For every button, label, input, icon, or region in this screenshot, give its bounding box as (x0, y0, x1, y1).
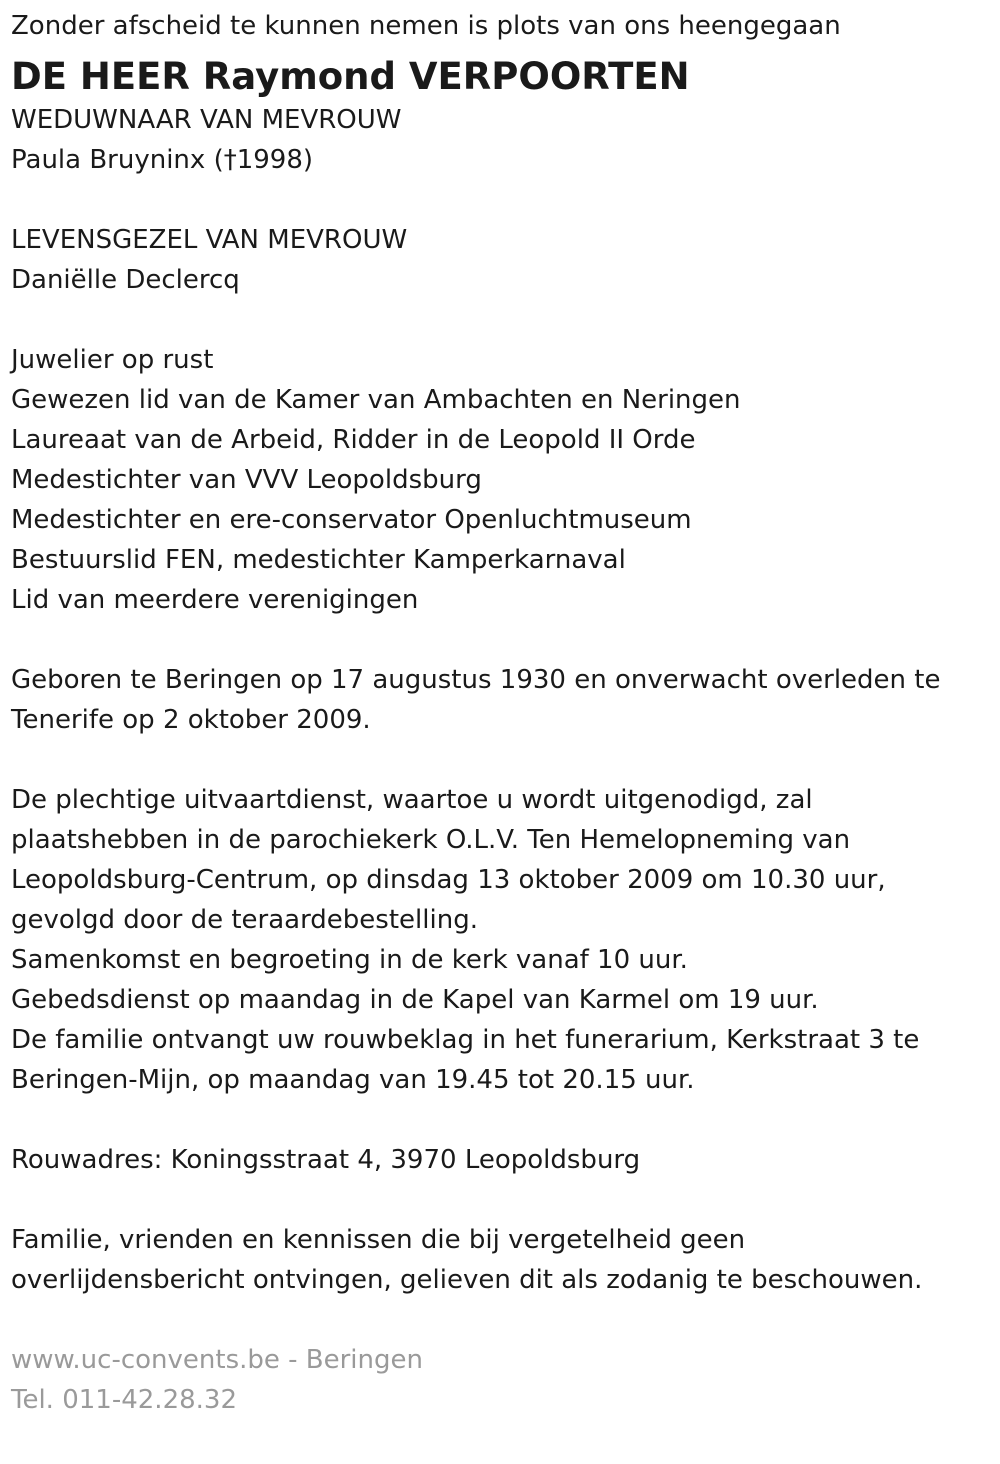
spacer (11, 300, 991, 340)
spacer (11, 740, 991, 780)
notice-line: overlijdensbericht ontvingen, gelieven dit als zodanig te beschouwen. (11, 1265, 923, 1295)
spacer (11, 1180, 991, 1220)
role-line: Bestuurslid FEN, medestichter Kamperkarnaval (11, 545, 626, 575)
deceased-name: DE HEER Raymond VERPOORTEN (11, 55, 690, 98)
ceremony-line: Samenkomst en begroeting in de kerk vanaf 10 uur. (11, 945, 688, 975)
ceremony-line: De familie ontvangt uw rouwbeklag in het funerarium, Kerkstraat 3 te (11, 1025, 920, 1055)
role-line: Lid van meerdere verenigingen (11, 585, 419, 615)
ceremony-line: De plechtige uitvaartdienst, waartoe u wordt uitgenodigd, zal (11, 785, 813, 815)
obituary-notice (11, 6, 991, 1420)
footer-phone: Tel. 011-42.28.32 (11, 1385, 238, 1415)
notice-paragraph (11, 1220, 991, 1300)
ceremony-line: Gebedsdienst op maandag in de Kapel van Karmel om 19 uur. (11, 985, 819, 1015)
spouse-name: Paula Bruyninx (†1998) (11, 145, 314, 175)
ceremony-line: plaatshebben in de parochiekerk O.L.V. Ten Hemelopneming van (11, 825, 851, 855)
roles-list (11, 340, 991, 620)
ceremony-line: Beringen-Mijn, op maandag van 19.45 tot 20.15 uur. (11, 1065, 695, 1095)
partner-title: LEVENSGEZEL VAN MEVROUW (11, 225, 408, 255)
spouse-title: WEDUWNAAR VAN MEVROUW (11, 105, 402, 135)
birth-death-line: Tenerife op 2 oktober 2009. (11, 705, 371, 735)
role-line: Laureaat van de Arbeid, Ridder in de Leopold II Orde (11, 425, 696, 455)
spacer (11, 180, 991, 220)
intro-text: Zonder afscheid te kunnen nemen is plots van ons heengegaan (11, 11, 841, 41)
spacer (11, 1300, 991, 1340)
ceremony-paragraph (11, 780, 991, 1100)
role-line: Medestichter van VVV Leopoldsburg (11, 465, 482, 495)
notice-line: Familie, vrienden en kennissen die bij vergetelheid geen (11, 1225, 746, 1255)
role-line: Gewezen lid van de Kamer van Ambachten en Neringen (11, 385, 741, 415)
footer (11, 1340, 991, 1420)
birth-death-line: Geboren te Beringen op 17 augustus 1930 en onverwacht overleden te (11, 665, 941, 695)
birth-death-paragraph (11, 660, 991, 740)
partner-name: Daniëlle Declercq (11, 265, 240, 295)
ceremony-line: Leopoldsburg-Centrum, op dinsdag 13 oktober 2009 om 10.30 uur, (11, 865, 886, 895)
role-line: Medestichter en ere-conservator Openluchtmuseum (11, 505, 692, 535)
footer-website: www.uc-convents.be - Beringen (11, 1345, 423, 1375)
mourning-address: Rouwadres: Koningsstraat 4, 3970 Leopoldsburg (11, 1145, 641, 1175)
ceremony-line: gevolgd door de teraardebestelling. (11, 905, 478, 935)
role-line: Juwelier op rust (11, 345, 214, 375)
spacer (11, 620, 991, 660)
spacer (11, 1100, 991, 1140)
